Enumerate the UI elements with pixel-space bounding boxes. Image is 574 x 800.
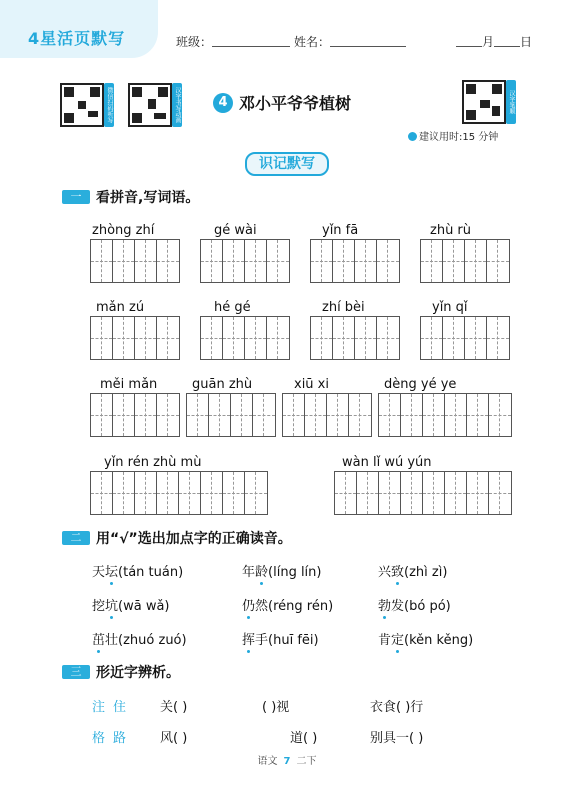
writing-grid[interactable] (90, 239, 180, 283)
writing-grid[interactable] (334, 471, 512, 515)
q2-text: 用“√”选出加点字的正确读音。 (96, 531, 292, 547)
fill-item[interactable]: 道( ) (290, 731, 318, 746)
writing-grid[interactable] (90, 471, 268, 515)
reading-item[interactable]: 天坛(tán tuán) (92, 561, 183, 580)
name-field[interactable] (294, 33, 406, 50)
writing-grid[interactable] (90, 316, 180, 360)
pinyin-label: yǐn fā (322, 223, 359, 238)
reading-item[interactable]: 兴致(zhì zì) (378, 561, 447, 580)
footer-subject: 语文 (257, 756, 278, 767)
class-blank[interactable] (212, 35, 290, 47)
pinyin-label: wàn lǐ wú yún (342, 455, 432, 470)
writing-grid[interactable] (420, 239, 510, 283)
reading-item[interactable]: 肯定(kěn kěng) (378, 629, 473, 648)
writing-grid[interactable] (282, 393, 372, 437)
pinyin-label: zhòng zhí (92, 223, 155, 238)
section-title: 识记默写 (245, 152, 329, 176)
date-field[interactable] (456, 33, 532, 50)
q2-number: 二 (62, 531, 90, 545)
brand-tab (0, 0, 158, 58)
top-bar (0, 0, 574, 62)
clock-icon (408, 132, 417, 141)
writing-grid[interactable] (378, 393, 512, 437)
brand-title: 4星活页默写 (28, 29, 126, 48)
pinyin-label: xiū xi (294, 377, 329, 392)
reading-item[interactable]: 茁壮(zhuó zuó) (92, 629, 187, 648)
qr-code-icon[interactable] (128, 83, 172, 127)
writing-grid[interactable] (200, 316, 290, 360)
suggested-time (408, 128, 498, 143)
reading-item[interactable]: 年龄(líng lín) (242, 561, 322, 580)
qr-tag-2: 汉字书写动画 (172, 83, 182, 127)
reading-item[interactable]: 勃发(bó pó) (378, 595, 451, 614)
page-number: 7 (283, 756, 291, 767)
pinyin-label: zhí bèi (322, 300, 365, 315)
q1-number: 一 (62, 190, 90, 204)
pinyin-label: dèng yé ye (384, 377, 457, 392)
day-blank[interactable] (494, 35, 520, 47)
pinyin-label: mǎn zú (96, 300, 145, 315)
fill-item[interactable]: 别具一( ) (370, 731, 424, 746)
pinyin-label: hé gé (214, 300, 251, 315)
writing-grid[interactable] (310, 316, 400, 360)
class-label: 班级： (176, 35, 213, 49)
month-blank[interactable] (456, 35, 482, 47)
char-pair: 注住 (92, 700, 135, 715)
q3-number: 三 (62, 665, 90, 679)
pinyin-label: yǐn qǐ (432, 300, 468, 315)
reading-item[interactable]: 仍然(réng rén) (242, 595, 333, 614)
writing-grid[interactable] (310, 239, 400, 283)
q3-text: 形近字辨析。 (96, 665, 180, 681)
writing-grid[interactable] (186, 393, 276, 437)
reading-item[interactable]: 挖坑(wā wǎ) (92, 595, 170, 614)
pinyin-label: měi mǎn (100, 377, 158, 392)
qr-tag-3: 汉字笔顺 (506, 80, 516, 124)
pinyin-label: guān zhù (192, 377, 253, 392)
lesson-title: 邓小平爷爷植树 (239, 94, 352, 113)
reading-item[interactable]: 挥手(huī fēi) (242, 629, 319, 648)
page-footer (0, 752, 574, 767)
qr-code-icon[interactable] (462, 80, 506, 124)
pinyin-label: yǐn rén zhù mù (104, 455, 202, 470)
char-pair: 格路 (92, 731, 135, 746)
suggested-time-text: 建议用时:15 分钟 (419, 132, 499, 143)
writing-grid[interactable] (90, 393, 180, 437)
footer-grade: 二下 (296, 756, 317, 767)
day-label: 日 (520, 35, 533, 49)
fill-item[interactable]: 风( ) (160, 731, 188, 746)
q1-text: 看拼音,写词语。 (96, 190, 200, 206)
qr-tag-1: 微信扫码听写 (104, 83, 114, 127)
writing-grid[interactable] (420, 316, 510, 360)
writing-grid[interactable] (200, 239, 290, 283)
name-label: 姓名： (294, 35, 331, 49)
lesson-number: 4 (213, 93, 233, 113)
pinyin-label: zhù rù (430, 223, 472, 238)
fill-item[interactable]: 关( ) (160, 700, 188, 715)
pinyin-label: gé wài (214, 223, 257, 238)
fill-item[interactable]: 衣食( )行 (370, 700, 424, 715)
month-label: 月 (482, 35, 495, 49)
qr-code-icon[interactable] (60, 83, 104, 127)
fill-item[interactable]: ( )视 (262, 700, 290, 715)
name-blank[interactable] (330, 35, 406, 47)
class-field[interactable] (176, 33, 290, 50)
